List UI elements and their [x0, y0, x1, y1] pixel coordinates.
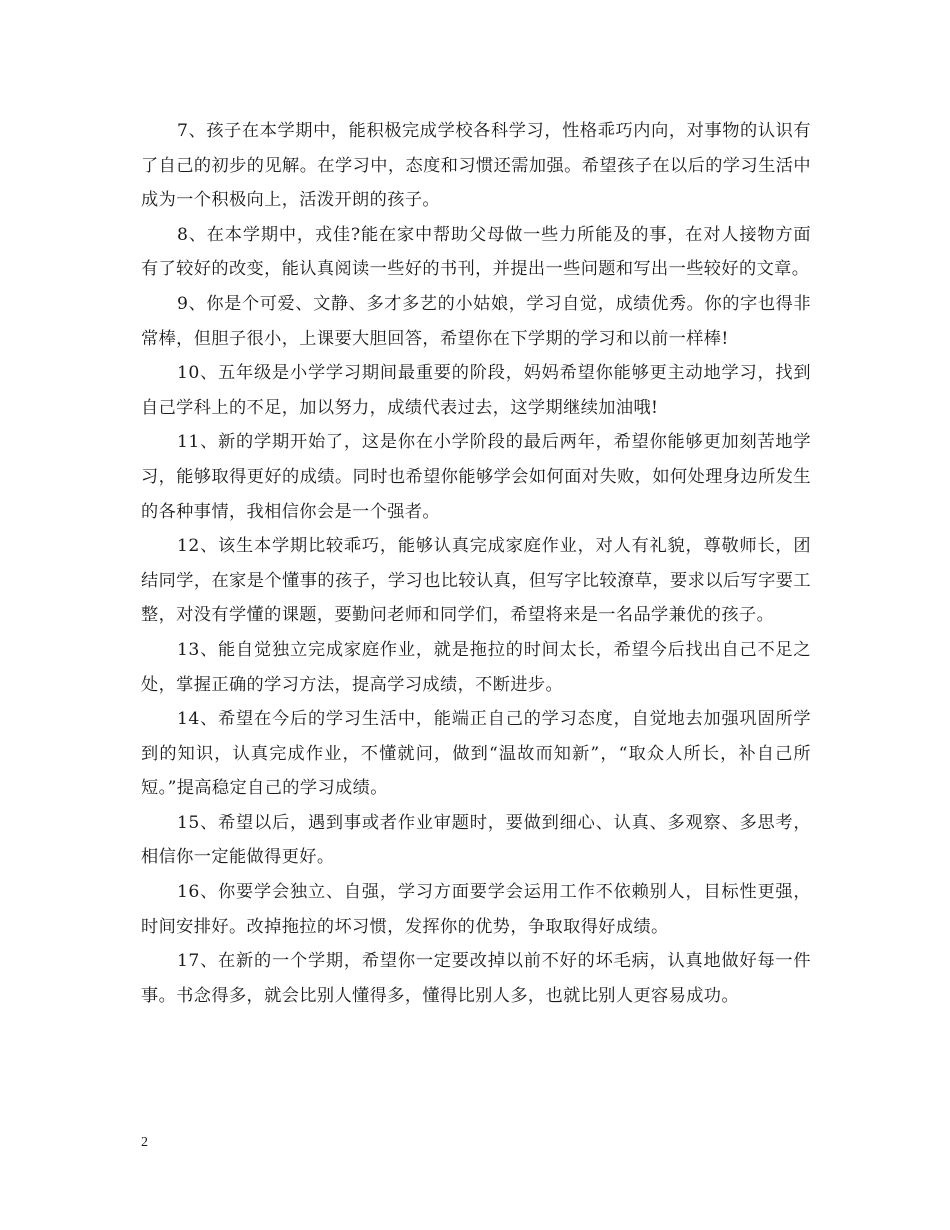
- paragraph-10: 10、五年级是小学学习期间最重要的阶段，妈妈希望你能够更主动地学习，找到自己学科上的不足，加以努力，成绩代表过去，这学期继续加油哦!: [141, 363, 811, 418]
- paragraph-13: 13、能自觉独立完成家庭作业，就是拖拉的时间太长，希望今后找出自己不足之处，掌握正确的学习方法，提高学习成绩，不断进步。: [141, 639, 811, 695]
- paragraph-11: 11、新的学期开始了，这是你在小学阶段的最后两年，希望你能够更加刻苦地学习，能够取得更好的成绩。同时也希望你能够学会如何面对失败，如何处理身边所发生的各种事情，我相信你会是一个强者。: [141, 432, 811, 522]
- paragraph-14: 14、希望在今后的学习生活中，能端正自己的学习态度，自觉地去加强巩固所学到的知识，认真完成作业，不懂就问，做到“温故而知新”，“取众人所长，补自己所短。”提高稳定自己的学习成绩。: [141, 709, 811, 799]
- paragraph-8: 8、在本学期中，戎佳?能在家中帮助父母做一些力所能及的事，在对人接物方面有了较好的改变，能认真阅读一些好的书刊，并提出一些问题和写出一些较好的文章。: [141, 224, 811, 280]
- page-number: 2: [141, 1135, 148, 1150]
- paragraph-9: 9、你是个可爱、文静、多才多艺的小姑娘，学习自觉，成绩优秀。你的字也得非常棒，但胆子很小，上课要大胆回答，希望你在下学期的学习和以前一样棒!: [141, 293, 811, 349]
- document-body: [141, 114, 811, 1013]
- paragraph-12: 12、该生本学期比较乖巧，能够认真完成家庭作业，对人有礼貌，尊敬师长，团结同学，在家是个懂事的孩子，学习也比较认真，但写字比较潦草，要求以后写字要工整，对没有学懂的课题，要勤问老师和同学们，希望将来是一名品学兼优的孩子。: [141, 536, 811, 626]
- paragraph-17: 17、在新的一个学期，希望你一定要改掉以前不好的坏毛病，认真地做好每一件事。书念得多，就会比别人懂得多，懂得比别人多，也就比别人更容易成功。: [141, 951, 811, 1006]
- paragraph-16: 16、你要学会独立、自强，学习方面要学会运用工作不依赖别人，目标性更强，时间安排好。改掉拖拉的坏习惯，发挥你的优势，争取取得好成绩。: [141, 882, 811, 937]
- paragraph-15: 15、希望以后，遇到事或者作业审题时，要做到细心、认真、多观察、多思考，相信你一定能做得更好。: [141, 812, 811, 868]
- paragraph-7: 7、孩子在本学期中，能积极完成学校各科学习，性格乖巧内向，对事物的认识有了自己的初步的见解。在学习中，态度和习惯还需加强。希望孩子在以后的学习生活中成为一个积极向上，活泼开朗的孩子。: [141, 121, 811, 211]
